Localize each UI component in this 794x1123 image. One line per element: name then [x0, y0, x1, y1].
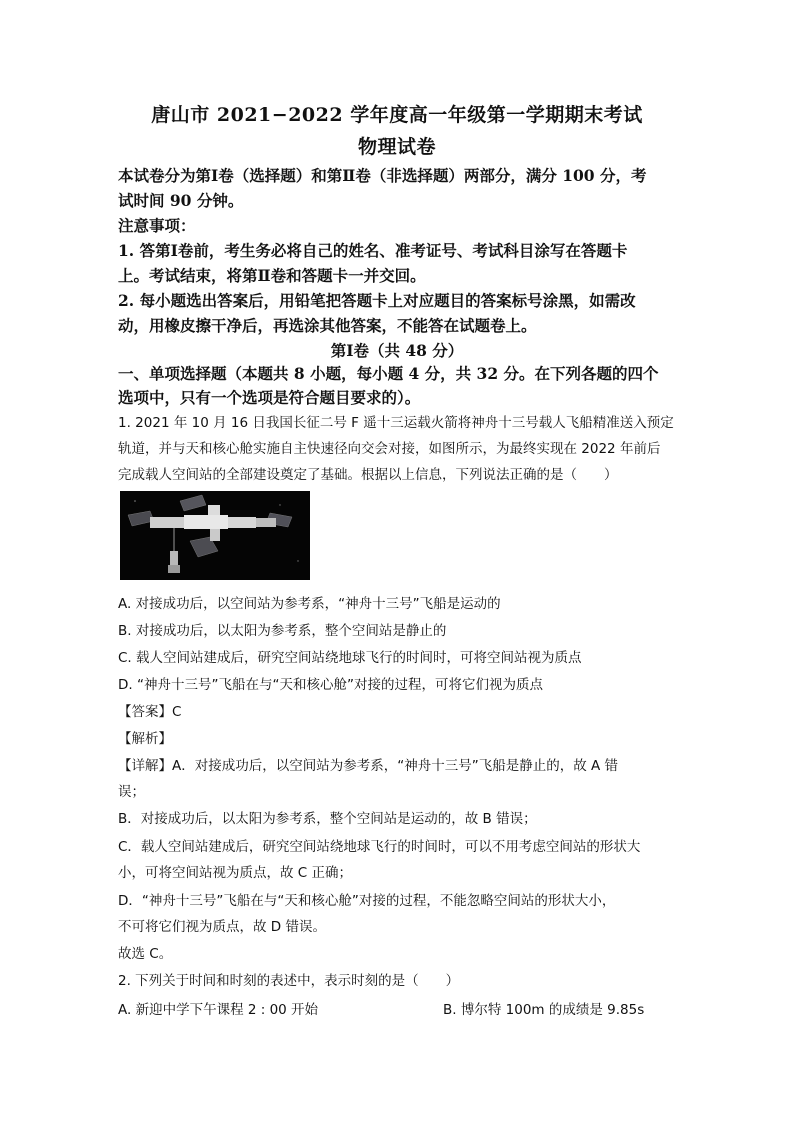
question-1-stem: 1. 2021 年 10 月 16 日我国长征二号 F 遥十三运载火箭将神舟十三号载人飞船精准送入预定 — [118, 415, 674, 431]
notes-title: 注意事项： — [118, 216, 196, 235]
conclusion-line: 故选 C。 — [118, 946, 173, 962]
exam-subtitle: 物理试卷 — [357, 136, 436, 158]
detail-line: D．“神舟十三号”飞船在与“天和核心舱”对接的过程，不能忽略空间站的形状大小， — [118, 893, 616, 909]
analysis-label: 【解析】 — [118, 731, 172, 747]
detail-line: 【详解】A．对接成功后，以空间站为参考系，“神舟十三号”飞船是静止的，故 A 错 — [118, 758, 619, 774]
part-heading: 第Ⅰ卷（共 48 分） — [330, 341, 464, 360]
detail-line: C．载人空间站建成后，研究空间站绕地球飞行的时间时，可以不用考虑空间站的形状大 — [118, 839, 641, 855]
detail-line: 不可将它们视为质点，故 D 错误。 — [118, 919, 326, 935]
question-1-stem: 完成载人空间站的全部建设奠定了基础。根据以上信息，下列说法正确的是（ ） — [118, 467, 618, 483]
question-2-stem: 2. 下列关于时间和时刻的表述中，表示时刻的是（ ） — [118, 973, 460, 989]
note-line: 1. 答第Ⅰ卷前，考生务必将自己的姓名、准考证号、考试科目涂写在答题卡 — [118, 241, 628, 260]
option-c: C. 载人空间站建成后，研究空间站绕地球飞行的时间时，可将空间站视为质点 — [118, 650, 582, 666]
question-1-stem: 轨道，并与天和核心舱实施自主快速径向交会对接，如图所示，为最终实现在 2022 年前后 — [118, 441, 661, 457]
exam-title: 唐山市 2021−2022 学年度高一年级第一学期期末考试 — [151, 104, 643, 126]
option-b: B. 对接成功后，以太阳为参考系，整个空间站是静止的 — [118, 623, 447, 639]
detail-line: 小，可将空间站视为质点，故 C 正确； — [118, 865, 353, 881]
detail-line: B．对接成功后，以太阳为参考系，整个空间站是运动的，故 B 错误； — [118, 811, 537, 827]
space-station-image — [120, 491, 310, 580]
answer-label: 【答案】C — [118, 704, 182, 720]
note-line: 2. 每小题选出答案后，用铅笔把答题卡上对应题目的答案标号涂黑，如需改 — [118, 291, 636, 310]
space-station-illustration — [120, 491, 310, 580]
section-instruction: 选项中，只有一个选项是符合题目要求的）。 — [118, 388, 421, 407]
note-line: 动，用橡皮擦干净后，再选涂其他答案，不能答在试题卷上。 — [118, 316, 537, 335]
section-instruction: 一、单项选择题（本题共 8 小题，每小题 4 分，共 32 分。在下列各题的四个 — [118, 364, 659, 383]
note-line: 上。考试结束，将第Ⅱ卷和答题卡一并交回。 — [118, 266, 426, 285]
detail-line: 误； — [118, 784, 145, 800]
q2-option-a: A. 新迎中学下午课程 2 : 00 开始 — [118, 1002, 319, 1018]
q2-option-b: B. 博尔特 100m 的成绩是 9.85s — [443, 1002, 645, 1018]
option-a: A. 对接成功后，以空间站为参考系，“神舟十三号”飞船是运动的 — [118, 596, 501, 612]
intro-line: 本试卷分为第Ⅰ卷（选择题）和第Ⅱ卷（非选择题）两部分，满分 100 分，考 — [118, 166, 647, 185]
option-d: D. “神舟十三号”飞船在与“天和核心舱”对接的过程，可将它们视为质点 — [118, 677, 543, 693]
intro-line: 试时间 90 分钟。 — [118, 191, 244, 210]
